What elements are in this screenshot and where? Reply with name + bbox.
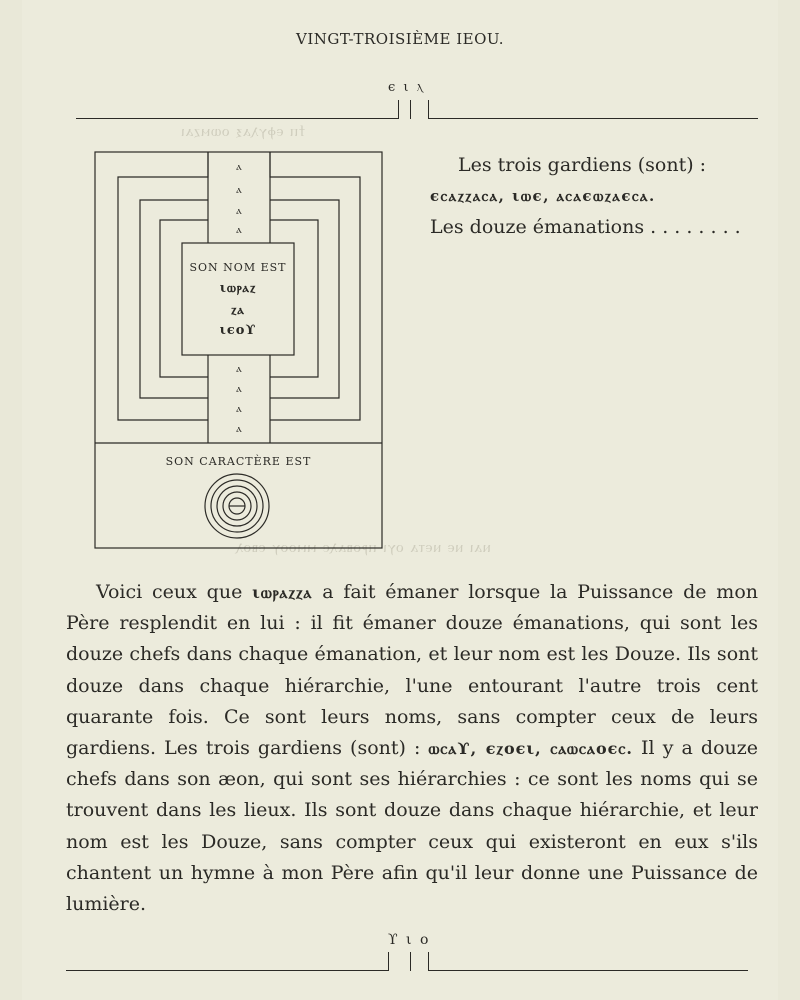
bleed-through-text: ϯⲡ ⲉⲫⲩⲗⲁⲝ ⲟⲱⲙⲍⲁⲓ (180, 122, 305, 140)
coptic-name: ιⲱⲣⲁⲍⲍⲁ (252, 583, 313, 602)
text-run: a fait émaner lorsque la Puissance de mon Père resplendit en lui : il fit émaner douze émanations, qui sont les douze chefs dans chaque émanation, et leur nom est les Douze. Ils sont douze dans chaque hiérarchie, l'une entourant l'autre trois cent quarante fois. Ce sont leurs noms, sans compter ceux de leurs gardiens. Les trois gardiens (sont) : (66, 581, 758, 760)
guardians-note (430, 150, 770, 243)
name-line: ιϵοϒ (219, 323, 257, 338)
page-number-top: ϵ ι ⲗ (388, 80, 425, 95)
bottom-rule-tick (428, 952, 429, 971)
guardians-line: Les trois gardiens (sont) : (458, 154, 707, 176)
text-run: Voici ceux que (96, 581, 253, 603)
diagram-mark: ⲁ (236, 183, 242, 196)
bottom-rule-left (66, 970, 388, 971)
diagram-mark: ⲁ (236, 160, 242, 173)
running-head: VINGT-TROISIÈME IEOU. (296, 30, 504, 48)
name-line: ιⲱⲣⲁⲍ (219, 281, 257, 296)
name-label: SON NOM EST (189, 261, 287, 274)
diagram-mark: ⲁ (236, 204, 242, 217)
nested-frame-right (270, 200, 339, 398)
emanations-line: Les douze émanations . . . . . . . . (430, 216, 741, 238)
diagram-mark: ⲁ (236, 382, 242, 395)
character-caption: SON CARACTÈRE EST (165, 455, 312, 468)
text-run: Il y a douze chefs dans son æon, qui sont ses hiérarchies : ce sont les noms qui se trouvent dans les lieux. Ils sont douze dans chaque hiérarchie, et leur nom est les Douze, sans compter ceux qui existeront en eux s'ils chantent un hymne à mon Père afin qu'il leur donne une Puissance de lumière. (66, 737, 758, 916)
bleed-through-text: ⲛⲁⲓ ⲛⲉ ⲛⲉⲧⲁ ⲟⲩⲓ ⲡⲣⲟⲃⲁⲗⲉ ⲙⲙⲟⲟⲩ ⲉⲃⲟⲗ (235, 538, 491, 556)
paragraph (66, 577, 758, 920)
diagram-mark: ⲁ (236, 223, 242, 236)
diagram-mark: ⲁ (236, 422, 242, 435)
bottom-rule-tick (388, 952, 389, 971)
name-line: ⲍⲁ (231, 303, 245, 318)
main-paragraph (66, 577, 758, 920)
name-box (182, 243, 294, 355)
diagram-mark: ⲁ (236, 362, 242, 375)
nested-frame-left (140, 200, 208, 398)
guardians-names: ϵⲥⲁⲍⲍⲁⲥⲁ, ιⲱϵ, ⲁⲥⲁϵⲱⲍⲁϵⲥⲁ. (430, 187, 656, 205)
bottom-rule-right (428, 970, 748, 971)
diagram-mark: ⲁ (236, 402, 242, 415)
bottom-rule-tick (410, 952, 411, 971)
page-number-bottom: ϒ ι ο (388, 932, 431, 948)
coptic-names: ⲱⲥⲁϒ, ϵⲍοϵι, ⲥⲁⲱⲥⲁοϵⲥ. (428, 739, 633, 759)
